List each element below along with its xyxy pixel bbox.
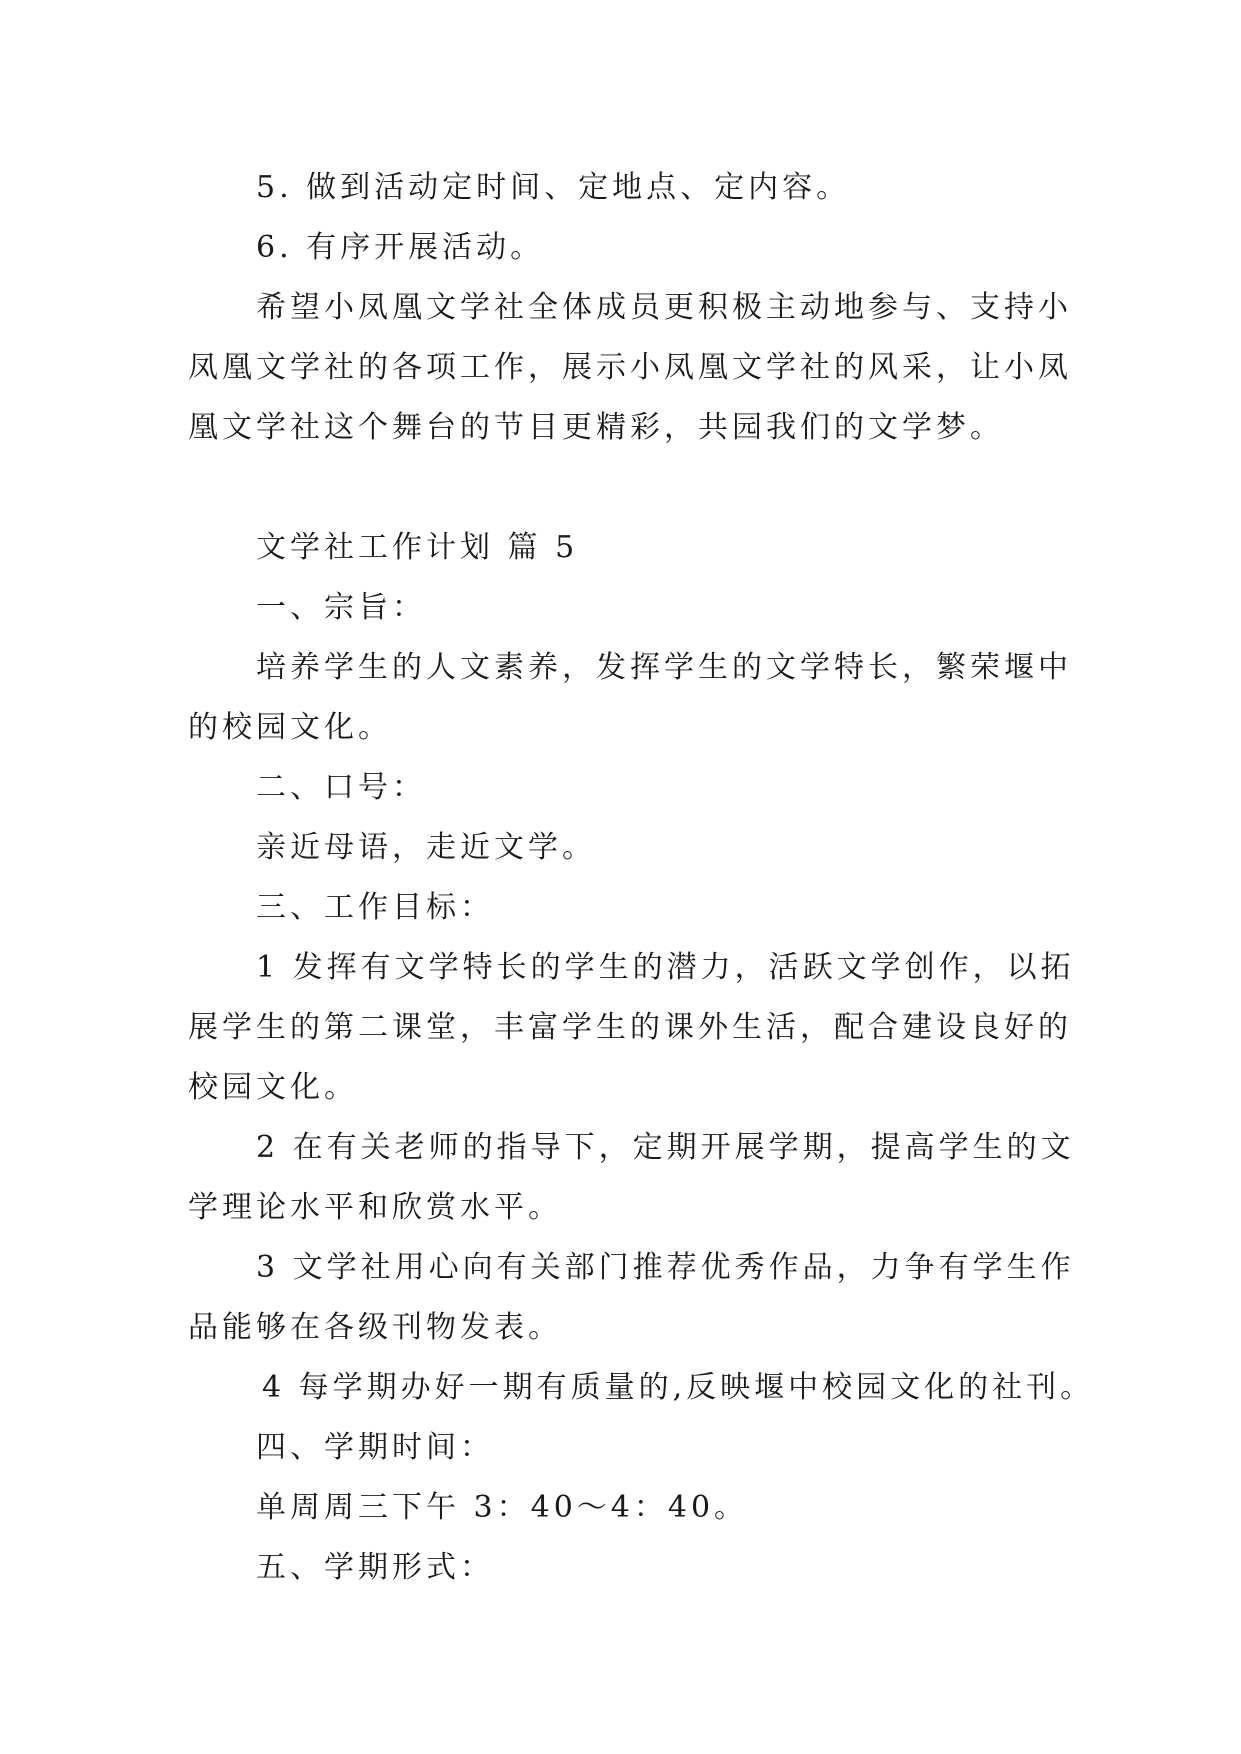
goal-2-line-2: 学理论水平和欣赏水平。 (188, 1190, 562, 1225)
paragraph-hope-line-2: 凤凰文学社的各项工作，展示小凤凰文学社的风采，让小凤 (188, 350, 1072, 385)
item-5: 5. 做到活动定时间、定地点、定内容。 (256, 170, 851, 205)
time-text: 单周周三下午 3：40～4：40。 (256, 1490, 749, 1525)
purpose-line-1: 培养学生的人文素养，发挥学生的文学特长，繁荣堰中 (256, 650, 1072, 685)
purpose-line-2: 的校园文化。 (188, 710, 392, 745)
heading-goals: 三、工作目标： (256, 890, 494, 925)
goal-2-line-1: 2 在有关老师的指导下，定期开展学期，提高学生的文 (256, 1130, 1075, 1165)
section-title: 文学社工作计划 篇 5 (256, 530, 579, 565)
goal-1-line-2: 展学生的第二课堂，丰富学生的课外生活，配合建设良好的 (188, 1010, 1072, 1045)
paragraph-hope-line-3: 凰文学社这个舞台的节目更精彩，共园我们的文学梦。 (188, 410, 1004, 445)
goal-1-line-3: 校园文化。 (188, 1070, 358, 1105)
goal-4: 4 每学期办好一期有质量的,反映堰中校园文化的社刊。 (262, 1370, 1095, 1405)
goal-3-line-1: 3 文学社用心向有关部门推荐优秀作品，力争有学生作 (256, 1250, 1075, 1285)
heading-slogan: 二、口号： (256, 770, 426, 805)
paragraph-hope-line-1: 希望小凤凰文学社全体成员更积极主动地参与、支持小 (256, 290, 1072, 325)
goal-3-line-2: 品能够在各级刊物发表。 (188, 1310, 562, 1345)
heading-format: 五、学期形式： (256, 1550, 494, 1585)
heading-time: 四、学期时间： (256, 1430, 494, 1465)
heading-purpose: 一、宗旨： (256, 590, 426, 625)
goal-1-line-1: 1 发挥有文学特长的学生的潜力，活跃文学创作，以拓 (256, 950, 1075, 985)
item-6: 6. 有序开展活动。 (256, 230, 545, 265)
slogan-text: 亲近母语，走近文学。 (256, 830, 596, 865)
